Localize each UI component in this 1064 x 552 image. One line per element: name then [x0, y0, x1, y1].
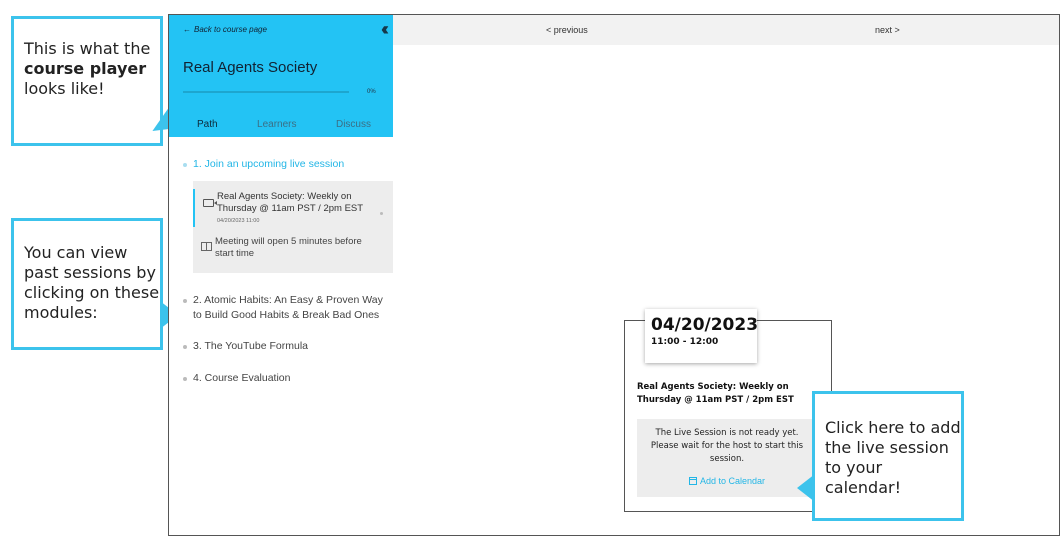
callout-modules [11, 218, 163, 350]
tab-learners[interactable]: Learners [257, 119, 297, 130]
session-date: 04/20/2023 [651, 315, 759, 335]
callout-text-prefix: This is what the [24, 39, 151, 58]
status-dot [380, 212, 383, 215]
module-item[interactable] [169, 371, 290, 386]
course-title: Real Agents Society [183, 59, 318, 76]
progress-label: 0% [367, 89, 376, 95]
tab-path[interactable]: Path [197, 119, 218, 130]
back-link-label: Back to course page [194, 25, 267, 34]
module-item[interactable] [169, 339, 308, 354]
add-to-calendar-button[interactable] [689, 476, 765, 486]
back-to-course-link[interactable] [183, 25, 267, 34]
sidebar [169, 15, 393, 535]
callout-text: Click here to add the live session to your calendar! [825, 418, 961, 497]
lesson-title: Real Agents Society: Weekly on Thursday @ 11am PST / 2pm EST [217, 191, 364, 214]
session-status-box [637, 419, 817, 497]
callout-pointer [797, 474, 815, 502]
bullet-icon [183, 377, 187, 381]
lesson-date: 04/20/2023 11:00 [217, 218, 260, 224]
tab-discuss[interactable]: Discuss [335, 119, 371, 130]
callout-text-bold: course player [24, 59, 147, 78]
bullet-icon [183, 163, 187, 167]
book-icon [201, 242, 212, 251]
lesson-note: Meeting will open 5 minutes before start time [215, 236, 362, 259]
add-to-calendar-label: Add to Calendar [699, 476, 766, 486]
calendar-icon [689, 477, 697, 485]
double-chevron-left-icon[interactable]: ‹‹ [381, 19, 385, 39]
next-button[interactable]: next > [875, 25, 900, 35]
lesson-item[interactable] [193, 189, 393, 227]
video-icon [203, 199, 214, 207]
session-title: Real Agents Society: Weekly on Thursday @ 11am PST / 2pm EST [637, 382, 794, 405]
module-label: 2. Atomic Habits: An Easy & Proven Way to Build Good Habits & Break Bad Ones [193, 294, 383, 321]
bullet-icon [183, 345, 187, 349]
session-time: 11:00 - 12:00 [651, 337, 719, 347]
callout-text-suffix: looks like! [24, 79, 105, 98]
callout-text: You can view past sessions by clicking on these modules: [24, 243, 160, 322]
callout-course-player [11, 16, 163, 146]
sidebar-header [169, 15, 393, 137]
previous-button[interactable]: < previous [546, 25, 588, 35]
lesson-navigation [393, 15, 1060, 45]
callout-text [24, 39, 160, 99]
module-item[interactable] [169, 157, 344, 172]
callout-calendar [812, 391, 964, 521]
lesson-list [193, 181, 393, 273]
module-label: 3. The YouTube Formula [193, 340, 308, 352]
date-badge [645, 309, 757, 363]
bullet-icon [183, 299, 187, 303]
arrow-left-icon: ← [183, 25, 191, 34]
sidebar-tabs [169, 119, 393, 130]
module-item[interactable] [169, 293, 393, 323]
module-label: 4. Course Evaluation [193, 372, 291, 384]
module-label: 1. Join an upcoming live session [193, 158, 345, 170]
session-status-text: The Live Session is not ready yet. Please wait for the host to start this session. [650, 428, 804, 464]
progress-bar [183, 91, 349, 93]
